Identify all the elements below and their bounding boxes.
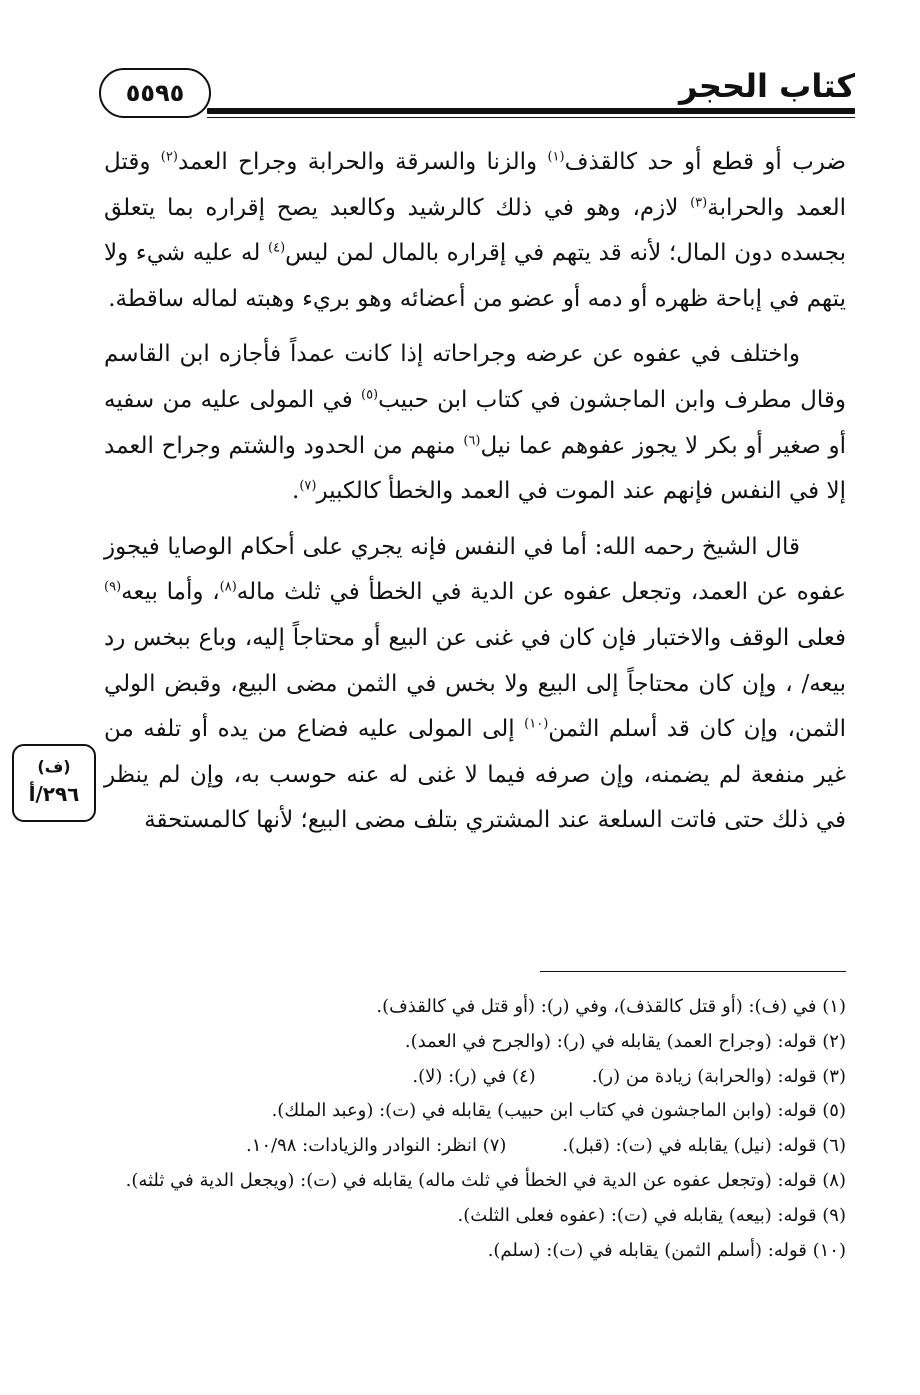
page-header xyxy=(95,60,855,126)
footnote-line xyxy=(104,1025,846,1060)
text-run: منهم من الحدود والشتم وجراح العمد إلا في النفس فإنهم عند الموت في العمد والخطأ كالكبير xyxy=(104,432,846,505)
footnote: (١٠) قوله: (أسلم الثمن) يقابله في (ت): (سلم). xyxy=(487,1239,846,1261)
page-number-badge xyxy=(99,68,211,118)
header-rule-thin xyxy=(207,117,855,118)
text-run: قال الشيخ رحمه الله: أما في النفس فإنه يجري على أحكام الوصايا فيجوز عفوه عن العمد، وتجعل عفوه عن الدية في الخطأ في ثلث ماله xyxy=(104,533,847,606)
footnote: (٤) في (ر): (لا). xyxy=(412,1065,536,1087)
footnote: (٦) قوله: (نيل) يقابله في (ت): (قبل). xyxy=(562,1135,846,1157)
text-run: ضرب أو قطع أو حد كالقذف xyxy=(564,149,846,175)
book-title: كتاب الحجر xyxy=(669,66,855,106)
footnote: (٥) قوله: (وابن الماجشون في كتاب ابن حبيب) يقابله في (ت): (وعبد الملك). xyxy=(271,1100,846,1122)
paragraph xyxy=(104,140,846,322)
footnote-line xyxy=(104,1129,846,1164)
text-run: والزنا والسرقة والحرابة وجراح العمد xyxy=(177,149,548,175)
folio-number: ٢٩٦/أ xyxy=(28,782,80,806)
footnote: (٨) قوله: (وتجعل عفوه عن الدية في الخطأ في ثلث ماله) يقابله في (ت): (ويجعل الدية في ثلثه). xyxy=(125,1169,846,1191)
page-number: ٥٥٩٥ xyxy=(125,79,185,107)
text-run: وقتل العمد والحرابة xyxy=(104,149,847,221)
text-run: في المولى عليه من سفيه أو صغير أو بكر لا يجوز عفوهم عما نيل xyxy=(104,386,846,459)
main-text xyxy=(104,140,846,854)
text-run: ، وأما بيعه xyxy=(121,579,220,606)
footnote-line xyxy=(104,1164,846,1199)
text-run: . xyxy=(292,478,300,505)
footnote: (١) في (ف): (أو قتل كالقذف)، وفي (ر): (أو قتل في كالقذف). xyxy=(376,996,846,1017)
footnote-ref: (٨) xyxy=(219,579,237,595)
text-run: واختلف في عفوه عن عرضه وجراحاته إذا كانت عمداً فأجازه ابن القاسم وقال مطرف وابن الماجشون في كتاب ابن حبيب xyxy=(104,341,846,413)
footnote-ref: (٦) xyxy=(463,432,481,448)
footnote-ref: (٩) xyxy=(104,579,122,595)
footnote-ref: (٧) xyxy=(299,478,317,494)
text-run: لازم، وهو في ذلك كالرشيد وكالعبد يصح إقراره بما يتعلق بجسده دون المال؛ لأنه قد يتهم في إقراره بالمال لمن ليس xyxy=(104,194,846,267)
footnote: (٧) انظر: النوادر والزيادات: ١٠/٩٨. xyxy=(245,1135,507,1157)
footnote-line xyxy=(104,1060,846,1095)
footnote-separator xyxy=(540,971,846,972)
footnote-line xyxy=(104,1094,846,1129)
text-run: إلى المولى عليه فضاع من يده أو تلفه من غير منفعة لم يضمنه، وإن صرفه فيما لا غنى له عنه حوسب به، وإن لم ينظر في ذلك حتى فاتت السلعة عند المشتري بتلف مضى البيع؛ لأنها كالمستحقة xyxy=(104,716,846,834)
paragraph xyxy=(104,332,846,514)
footnote: (٣) قوله: (والحرابة) زيادة من (ر). xyxy=(591,1065,846,1087)
footnote-ref: (١) xyxy=(547,149,565,165)
footnote-ref: (١٠) xyxy=(524,716,549,732)
footnotes xyxy=(104,990,846,1268)
footnote-line xyxy=(104,990,846,1025)
folio-source: (ف) xyxy=(37,757,71,776)
text-run: له عليه شيء ولا يتهم في إباحة ظهره أو دمه أو عضو من أعضائه وهو بريء وهبته لماله ساقطة. xyxy=(104,240,846,312)
footnote: (٢) قوله: (وجراح العمد) يقابله في (ر): (والجرح في العمد). xyxy=(404,1030,846,1052)
footnote-ref: (٥) xyxy=(360,387,379,403)
footnote-line xyxy=(104,1199,846,1234)
footnote-ref: (٢) xyxy=(160,149,178,165)
header-rule xyxy=(207,108,855,114)
paragraph xyxy=(104,525,846,844)
footnote: (٩) قوله: (بيعه) يقابله في (ت): (عفوه فعلى الثلث). xyxy=(457,1204,846,1226)
footnote-ref: (٣) xyxy=(690,194,708,210)
text-run: فعلى الوقف والاختبار فإن كان في غنى عن البيع أو محتاجاً إليه، وباع ببخس رد بيعه/ ، وإن كان محتاجاً إلى البيع ولا بخس في الثمن مضى البيع، وقبض الولي الثمن، وإن كان قد أسلم الثمن xyxy=(104,624,847,743)
manuscript-folio-note xyxy=(12,744,96,822)
footnote-ref: (٤) xyxy=(268,240,286,256)
footnote-line xyxy=(104,1234,846,1269)
